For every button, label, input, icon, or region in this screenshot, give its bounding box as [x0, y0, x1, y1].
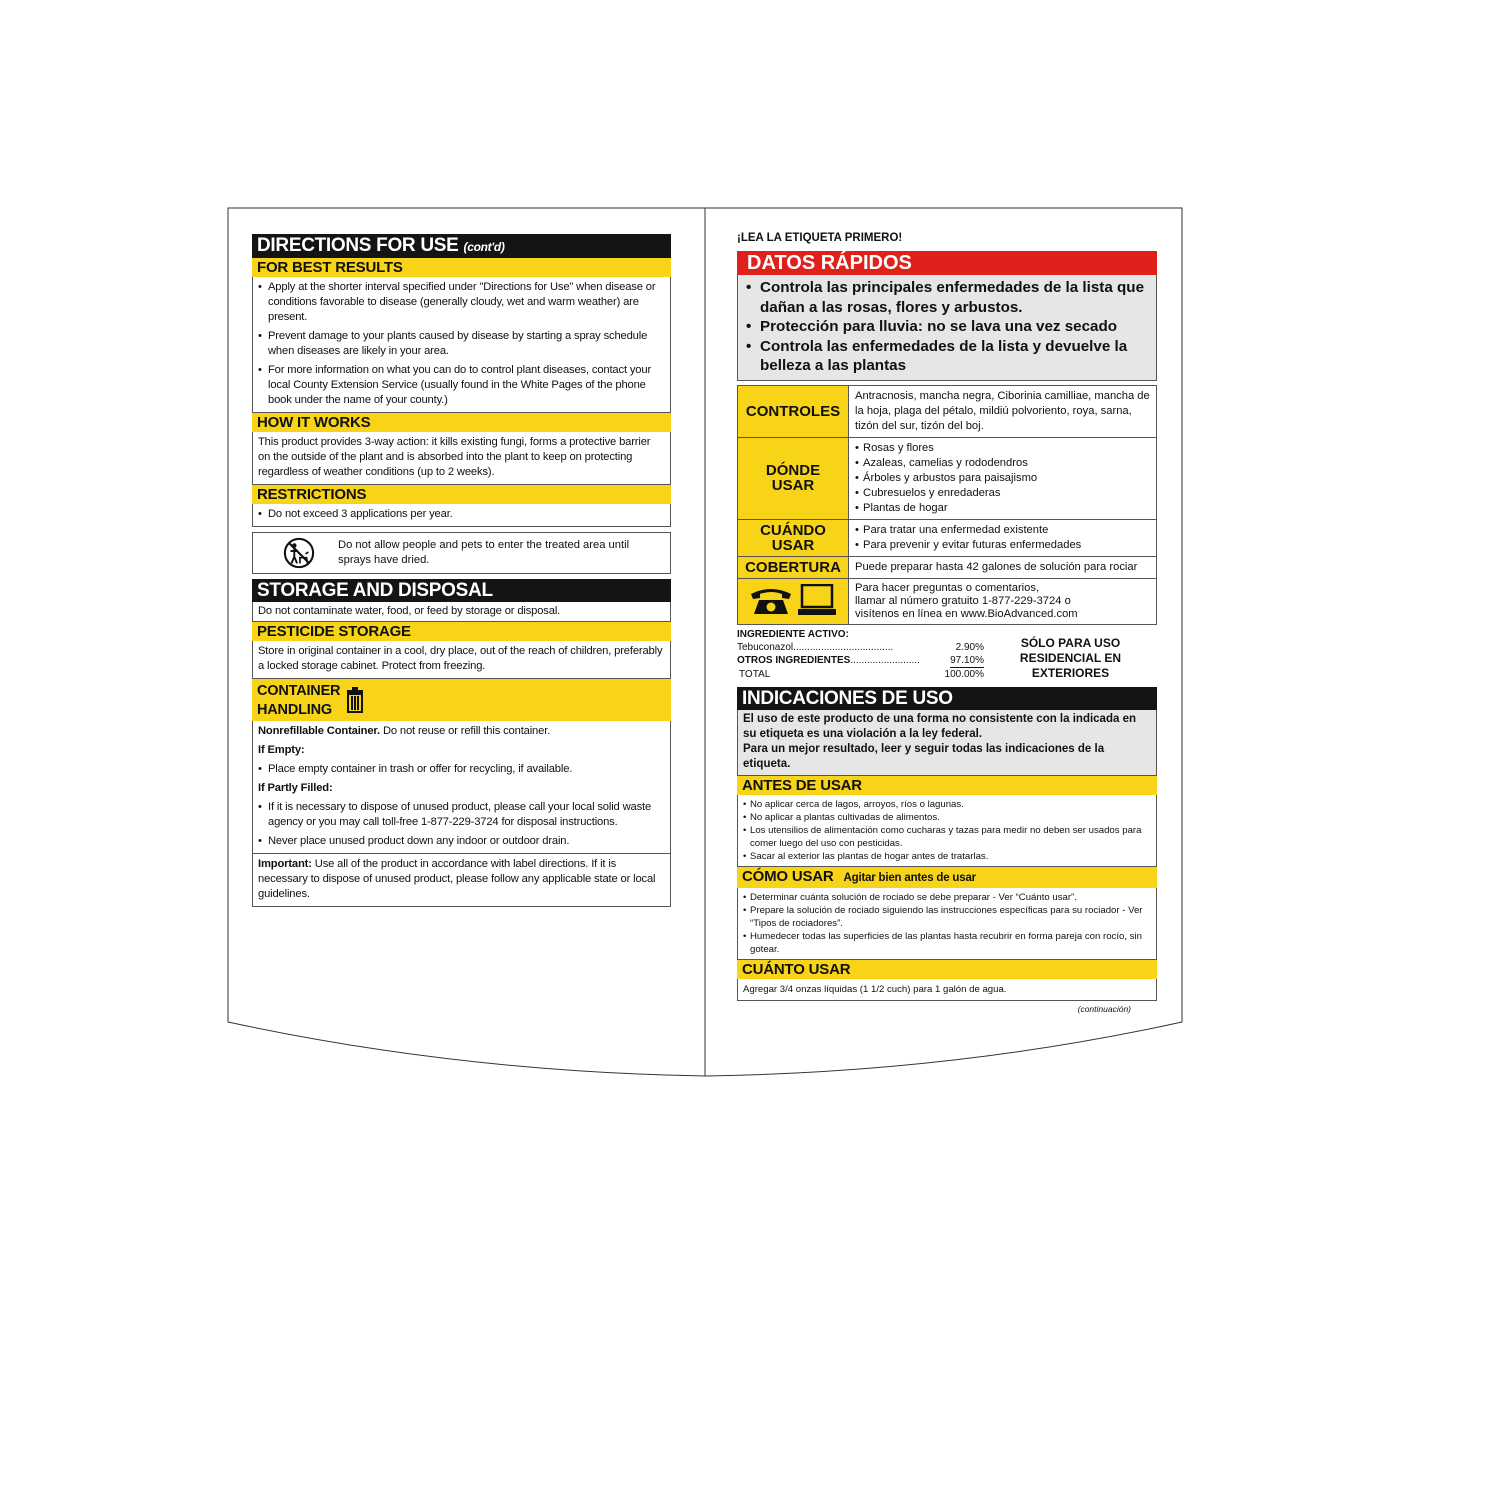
residential-line: SÓLO PARA USO [1020, 635, 1121, 650]
table-row [738, 385, 1157, 437]
tebuconazole-label: Tebuconazol [737, 641, 794, 653]
contact-text [849, 578, 1157, 624]
list-item: • Never place unused product down any indoor or outdoor drain. [258, 834, 665, 849]
antes-section [737, 795, 1157, 867]
tebuconazole-value: 2.90% [955, 641, 984, 653]
other-ingredients-label: OTROS INGREDIENTES [737, 654, 851, 666]
como-heading-text: CÓMO USAR [742, 867, 834, 885]
como-subheading: Agitar bien antes de usar [843, 871, 976, 884]
donde-label-line1: DÓNDE [765, 462, 821, 479]
container-handling-heading [252, 679, 671, 721]
quick-facts-list [737, 275, 1157, 381]
restrictions-section [252, 504, 671, 527]
list-item: • Rosas y flores [855, 441, 1150, 456]
cuando-label [738, 519, 849, 556]
ingredient-row [737, 668, 984, 681]
telephone-icon [749, 586, 793, 616]
total-label: TOTAL [739, 668, 771, 680]
ingredient-row [737, 641, 984, 654]
indicaciones-title: INDICACIONES DE USO [737, 687, 1157, 710]
pesticide-storage-text: Store in original container in a cool, dry place, out of the reach of children, preferably a locked storage cabinet. Protect from freezing. [252, 641, 671, 679]
container-handling-section [252, 721, 671, 854]
pet-warning [252, 532, 671, 574]
list-item: • Apply at the shorter interval specified under "Directions for Use" when disease or conditions favorable to disease (generally cloudy, wet and warm weather) are present. [258, 280, 665, 325]
directions-title-text: DIRECTIONS FOR USE [257, 235, 459, 256]
cuando-list [849, 519, 1157, 556]
storage-title: STORAGE AND DISPOSAL [252, 579, 671, 602]
cuando-label-line2: USAR [771, 536, 815, 554]
how-it-works-heading: HOW IT WORKS [252, 413, 671, 432]
list-item: • Controla las enfermedades de la lista y devuelve la belleza a las plantas [746, 337, 1148, 376]
cuanto-text: Agregar 3/4 onzas líquidas (1 1/2 cuch) para 1 galón de agua. [737, 979, 1157, 1001]
cobertura-label: COBERTURA [738, 556, 849, 578]
donde-label-line2: USAR [771, 477, 815, 494]
list-item: • Para prevenir y evitar futuras enfermedades [855, 538, 1150, 553]
pesticide-storage-heading: PESTICIDE STORAGE [252, 622, 671, 641]
ingredients-statement [737, 628, 984, 681]
leader-dots: ......................... [850, 654, 920, 666]
table-row [738, 556, 1157, 578]
como-section [737, 888, 1157, 960]
computer-icon [797, 584, 837, 616]
list-item: • Azaleas, camelias y rododendros [855, 456, 1150, 471]
table-row [738, 437, 1157, 519]
antes-heading: ANTES DE USAR [737, 776, 1157, 795]
important-note [252, 853, 671, 907]
best-results-heading: FOR BEST RESULTS [252, 258, 671, 277]
list-item: • Prevent damage to your plants caused by disease by starting a spray schedule when diseases are likely in your area. [258, 329, 665, 359]
list-item: • For more information on what you can do to control plant diseases, contact your local County Extension Service (usually found in the White Pages of the phone book under the name of your county.) [258, 363, 665, 408]
storage-intro: Do not contaminate water, food, or feed by storage or disposal. [252, 602, 671, 622]
list-item: • If it is necessary to dispose of unused product, please call your local solid waste agency or you may call toll-free 1-877-229-3724 for disposal instructions. [258, 800, 665, 830]
residential-line: RESIDENCIAL EN [1019, 650, 1122, 665]
donde-label [738, 437, 849, 519]
pet-warning-text: Do not allow people and pets to enter the treated area until sprays have dried. [338, 539, 630, 566]
directions-title-suffix: (cont'd) [463, 240, 505, 254]
total-value: 100.00% [944, 668, 984, 680]
donde-list [849, 437, 1157, 519]
no-people-pets-icon [280, 537, 318, 569]
if-partly-label: If Partly Filled: [258, 782, 333, 794]
other-ingredients-value: 97.10% [950, 654, 984, 666]
trash-can-icon [345, 687, 365, 713]
important-label: Important: [258, 858, 312, 870]
leader-dots: .................................... [793, 641, 894, 653]
container-heading-line1: CONTAINER [257, 683, 341, 699]
contact-line: Para hacer preguntas o comentarios, [855, 581, 1040, 594]
list-item: • Humedecer todas las superficies de las plantas hasta recubrir en forma pareja con rocío, sin gotear. [743, 930, 1151, 956]
list-item: • Determinar cuánta solución de rociado se debe preparar - Ver “Cuánto usar”. [743, 891, 1151, 904]
list-item: • Plantas de hogar [855, 501, 1150, 516]
legal-text: Para un mejor resultado, leer y seguir todas las indicaciones de la etiqueta. [743, 742, 1105, 770]
read-label-first: ¡LEA LA ETIQUETA PRIMERO! [737, 232, 903, 244]
residential-use-note [984, 628, 1157, 681]
legal-notice [737, 710, 1157, 776]
table-row [738, 578, 1157, 624]
list-item: • Do not exceed 3 applications per year. [258, 507, 665, 522]
cuanto-heading: CUÁNTO USAR [737, 960, 1157, 979]
cobertura-text: Puede preparar hasta 42 galones de solución para rociar [849, 556, 1157, 578]
ingredient-row [737, 654, 984, 668]
list-item: • Protección para lluvia: no se lava una vez secado [746, 317, 1148, 337]
quick-facts-table [737, 385, 1157, 625]
nonrefillable-label: Nonrefillable Container. [258, 725, 380, 737]
right-panel [737, 230, 1157, 1014]
nonrefillable-text: Do not reuse or refill this container. [379, 725, 551, 737]
list-item: • Los utensilios de alimentación como cucharas y tazas para medir no deben ser usados para comer luego del uso con pesticidas. [743, 824, 1151, 850]
list-item: • Place empty container in trash or offer for recycling, if available. [258, 762, 665, 777]
como-heading [737, 867, 1157, 888]
list-item: • No aplicar a plantas cultivadas de alimentos. [743, 811, 1151, 824]
directions-title [252, 234, 671, 258]
best-results-section [252, 277, 671, 413]
cuando-label-line1: CUÁNDO [760, 521, 826, 539]
list-item: • Sacar al exterior las plantas de hogar antes de tratarlas. [743, 850, 1151, 863]
continuation-note: (continuación) [1077, 1003, 1131, 1014]
list-item: • Controla las principales enfermedades de la lista que dañan a las rosas, flores y arbustos. [746, 278, 1148, 317]
ingredients-block [737, 628, 1157, 681]
list-item: • Prepare la solución de rociado siguiendo las instrucciones específicas para su rociador - Ver “Tipos de rociadores”. [743, 904, 1151, 930]
controles-label: CONTROLES [738, 385, 849, 437]
legal-text: El uso de este producto de una forma no consistente con la indicada en su etiqueta es una violación a la ley federal. [743, 712, 1136, 740]
residential-line: EXTERIORES [1031, 665, 1110, 680]
if-empty-label: If Empty: [258, 744, 305, 756]
active-ingredient-label: INGREDIENTE ACTIVO: [737, 628, 849, 640]
restrictions-heading: RESTRICTIONS [252, 485, 671, 504]
table-row [738, 519, 1157, 556]
list-item: • No aplicar cerca de lagos, arroyos, ríos o lagunas. [743, 798, 1151, 811]
contact-line: visítenos en línea en www.BioAdvanced.com [855, 607, 1078, 620]
how-it-works-text: This product provides 3-way action: it kills existing fungi, forms a protective barrier on the outside of the plant and is absorbed into the plant to keep on protecting regardless of weather conditions (up to 2 weeks). [252, 432, 671, 485]
contact-line: llamar al número gratuito 1-877-229-3724 o [855, 594, 1071, 607]
list-item: • Árboles y arbustos para paisajismo [855, 471, 1150, 486]
important-text: Use all of the product in accordance with label directions. If it is necessary to dispose of unused product, please follow any applicable state or local guidelines. [258, 858, 656, 900]
quick-facts-title: DATOS RÁPIDOS [737, 251, 1157, 275]
list-item: • Cubresuelos y enredaderas [855, 486, 1150, 501]
controles-text: Antracnosis, mancha negra, Ciborinia camilliae, mancha de la hoja, plaga del pétalo, mildiú polvoriento, roya, sarna, tizón del sur, tizón del boj. [849, 385, 1157, 437]
list-item: • Para tratar una enfermedad existente [855, 523, 1150, 538]
left-panel [252, 234, 671, 907]
contact-icons [738, 578, 849, 624]
container-heading-line2: HANDLING [257, 702, 332, 718]
